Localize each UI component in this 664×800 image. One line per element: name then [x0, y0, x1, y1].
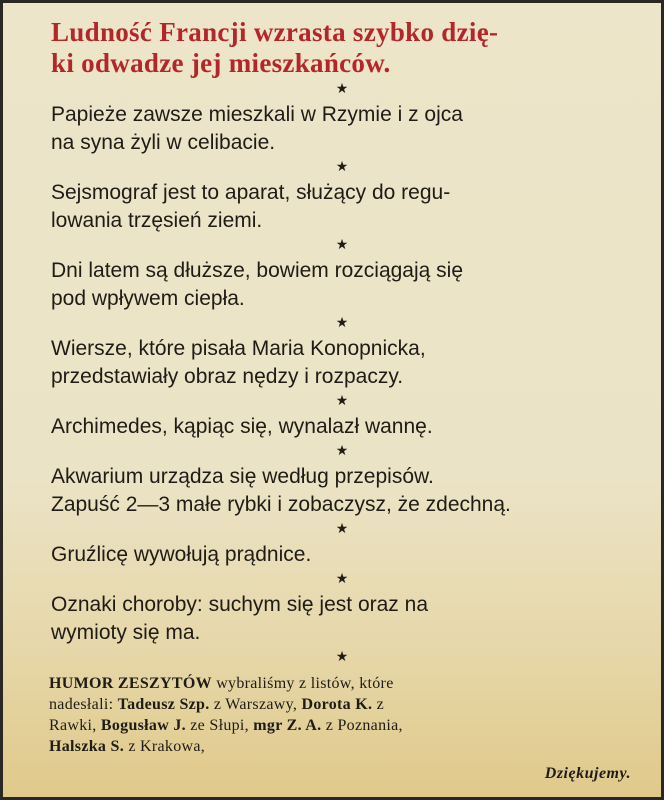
- credits-text: Rawki,: [49, 717, 101, 734]
- joke-line: wymioty się ma.: [51, 621, 201, 644]
- joke-item: [51, 335, 631, 391]
- separator-star: ★: [335, 444, 349, 459]
- separator-star: ★: [335, 522, 349, 537]
- credits-text: nadesłali:: [49, 696, 118, 713]
- separator-star: ★: [335, 160, 349, 175]
- joke-item: [51, 541, 631, 569]
- joke-line: Dni latem są dłuższe, bowiem rozciągają się: [51, 259, 464, 282]
- separator-star: ★: [335, 394, 349, 409]
- separator-star: ★: [335, 650, 349, 665]
- separator-star: ★: [335, 572, 349, 587]
- thanks-signature: Dziękujemy.: [544, 765, 631, 782]
- credits-text: wybraliśmy z listów, które: [211, 675, 394, 692]
- joke-line: Gruźlicę wywołują prądnice.: [51, 543, 312, 566]
- credits-text: ze Słupi,: [185, 717, 254, 734]
- credits-text: z Warszawy,: [209, 696, 302, 713]
- credits-column-name: HUMOR ZESZYTÓW: [49, 675, 212, 692]
- joke-line: na syna żyli w celibacie.: [51, 131, 276, 154]
- joke-item: [51, 591, 631, 647]
- joke-line: Akwarium urządza się według przepisów.: [51, 465, 434, 488]
- credits-text: z Krakowa,: [124, 738, 206, 755]
- joke-line: Wiersze, które pisała Maria Konopnicka,: [51, 337, 426, 360]
- credits-author: Dorota K.: [301, 696, 373, 713]
- joke-item: [51, 463, 631, 519]
- joke-line: Papieże zawsze mieszkali w Rzymie i z ojca: [51, 103, 463, 126]
- joke-item: [51, 101, 631, 157]
- credits-author: mgr Z. A.: [253, 717, 322, 734]
- credits-author: Halszka S.: [49, 738, 125, 755]
- joke-line: Oznaki choroby: suchym się jest oraz na: [51, 593, 428, 616]
- headline-line-2: ki odwadze jej mieszkańców.: [51, 48, 391, 78]
- credits-line: [49, 694, 631, 715]
- joke-line: pod wpływem ciepła.: [51, 287, 245, 310]
- joke-item: [51, 413, 631, 441]
- joke-item: [51, 179, 631, 235]
- credits-line: [49, 715, 631, 736]
- separator-star: ★: [335, 238, 349, 253]
- credits: [49, 673, 631, 757]
- joke-line: Sejsmograf jest to aparat, służący do regu-: [51, 181, 451, 204]
- credits-text: z: [372, 696, 385, 713]
- joke-line: Zapuść 2—3 małe rybki i zobaczysz, że zdechną.: [51, 493, 511, 516]
- credits-author: Bogusław J.: [100, 717, 186, 734]
- joke-line: lowania trzęsień ziemi.: [51, 209, 263, 232]
- separator-star: ★: [335, 82, 349, 97]
- headline: [51, 17, 631, 79]
- credits-line: [49, 673, 631, 694]
- joke-line: Archimedes, kąpiąc się, wynalazł wannę.: [51, 415, 433, 438]
- joke-line: przedstawiały obraz nędzy i rozpaczy.: [51, 365, 404, 388]
- credits-line: [49, 736, 631, 757]
- joke-item: [51, 257, 631, 313]
- headline-line-1: Ludność Francji wzrasta szybko dzię-: [51, 17, 499, 47]
- separator-star: ★: [335, 316, 349, 331]
- credits-author: Tadeusz Szp.: [117, 696, 210, 713]
- credits-text: z Poznania,: [321, 717, 403, 734]
